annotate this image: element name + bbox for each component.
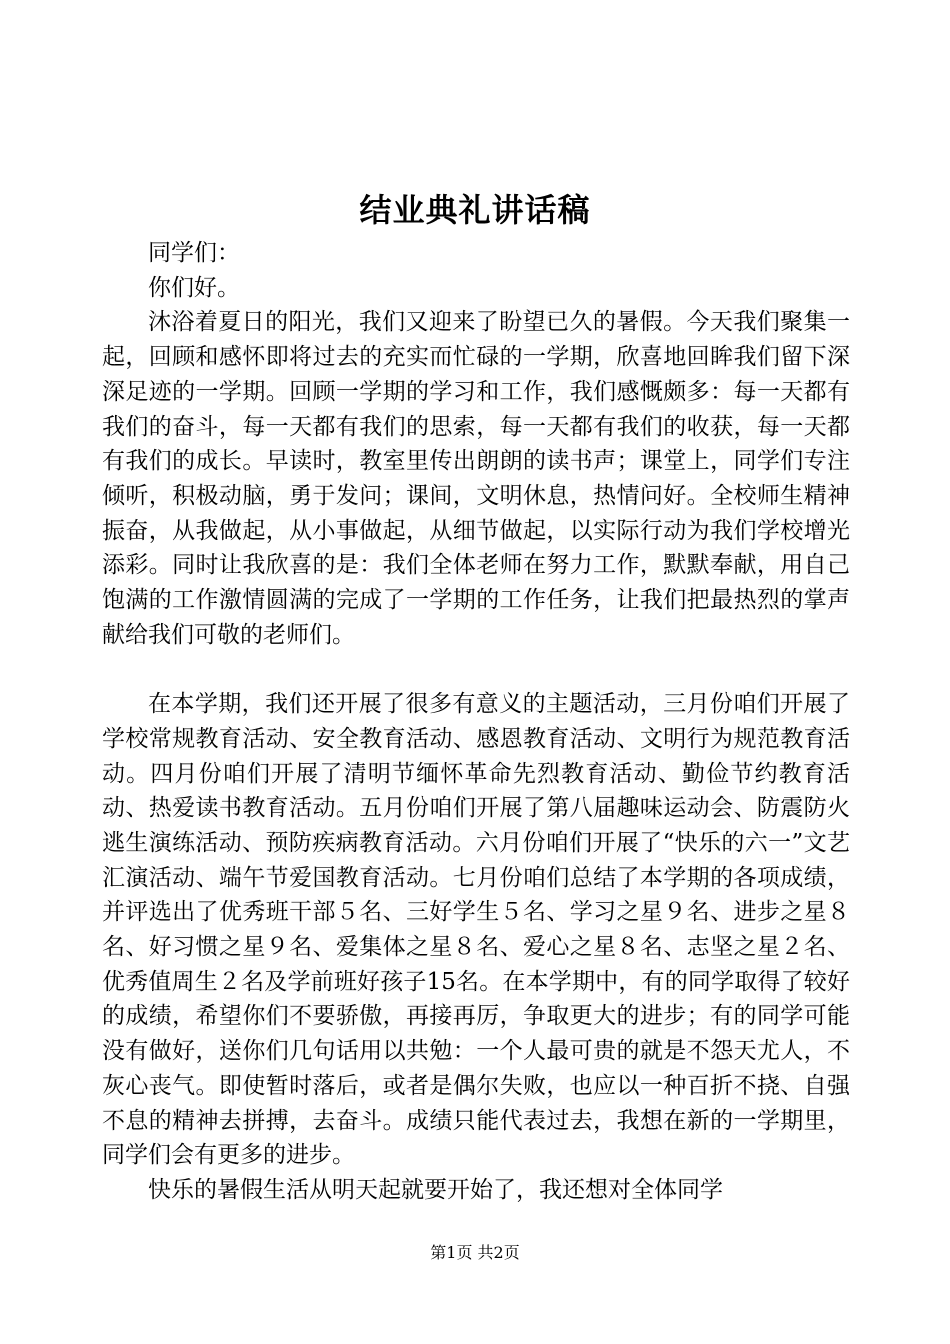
greeting: 你们好。 bbox=[148, 274, 240, 301]
paragraph-review: 沐浴着夏日的阳光，我们又迎来了盼望已久的暑假。今天我们聚集一起，回顾和感怀即将过去的充实而忙碌的一学期，欣喜地回眸我们留下深深足迹的一学期。回顾一学期的学习和工作，我们感慨颇多：每一天都有我们的奋斗，每一天都有我们的思索，每一天都有我们的收获，每一天都有我们的成长。早读时，教室里传出朗朗的读书声；课堂上，同学们专注倾听，积极动脑，勇于发问；课间，文明休息，热情问好。全校师生精神振奋，从我做起，从小事做起，从细节做起，以实际行动为我们学校增光添彩。同时让我欣喜的是：我们全体老师在努力工作，默默奉献，用自己饱满的工作激情圆满的完成了一学期的工作任务，让我们把最热烈的掌声献给我们可敬的老师们。 bbox=[102, 309, 850, 648]
page-number-footer: 第1页 共2页 bbox=[430, 1243, 520, 1262]
document-title: 结业典礼讲话稿 bbox=[359, 191, 591, 229]
document-body bbox=[102, 236, 850, 1208]
salutation: 同学们： bbox=[148, 240, 240, 266]
paragraph-activities: 在本学期，我们还开展了很多有意义的主题活动，三月份咱们开展了学校常规教育活动、安全教育活动、感恩教育活动、文明行为规范教育活动。四月份咱们开展了清明节缅怀革命先烈教育活动、勤俭节约教育活动、热爱读书教育活动。五月份咱们开展了第八届趣味运动会、防震防火逃生演练活动、预防疾病教育活动。六月份咱们开展了“快乐的六一”文艺汇演活动、端午节爱国教育活动。七月份咱们总结了本学期的各项成绩，并评选出了优秀班干部５名、三好学生５名、学习之星９名、进步之星８名、好习惯之星９名、爱集体之星８名、爱心之星８名、志坚之星２名、优秀值周生２名及学前班好孩子15名。在本学期中，有的同学取得了较好的成绩，希望你们不要骄傲，再接再厉，争取更大的进步；有的同学可能没有做好，送你们几句话用以共勉：一个人最可贵的就是不怨天尤人，不灰心丧气。即使暂时落后，或者是偶尔失败，也应以一种百折不挠、自强不息的精神去拼搏，去奋斗。成绩只能代表过去，我想在新的一学期里，同学们会有更多的进步。 bbox=[102, 691, 850, 1169]
paragraph-summer: 快乐的暑假生活从明天起就要开始了，我还想对全体同学 bbox=[148, 1176, 723, 1203]
